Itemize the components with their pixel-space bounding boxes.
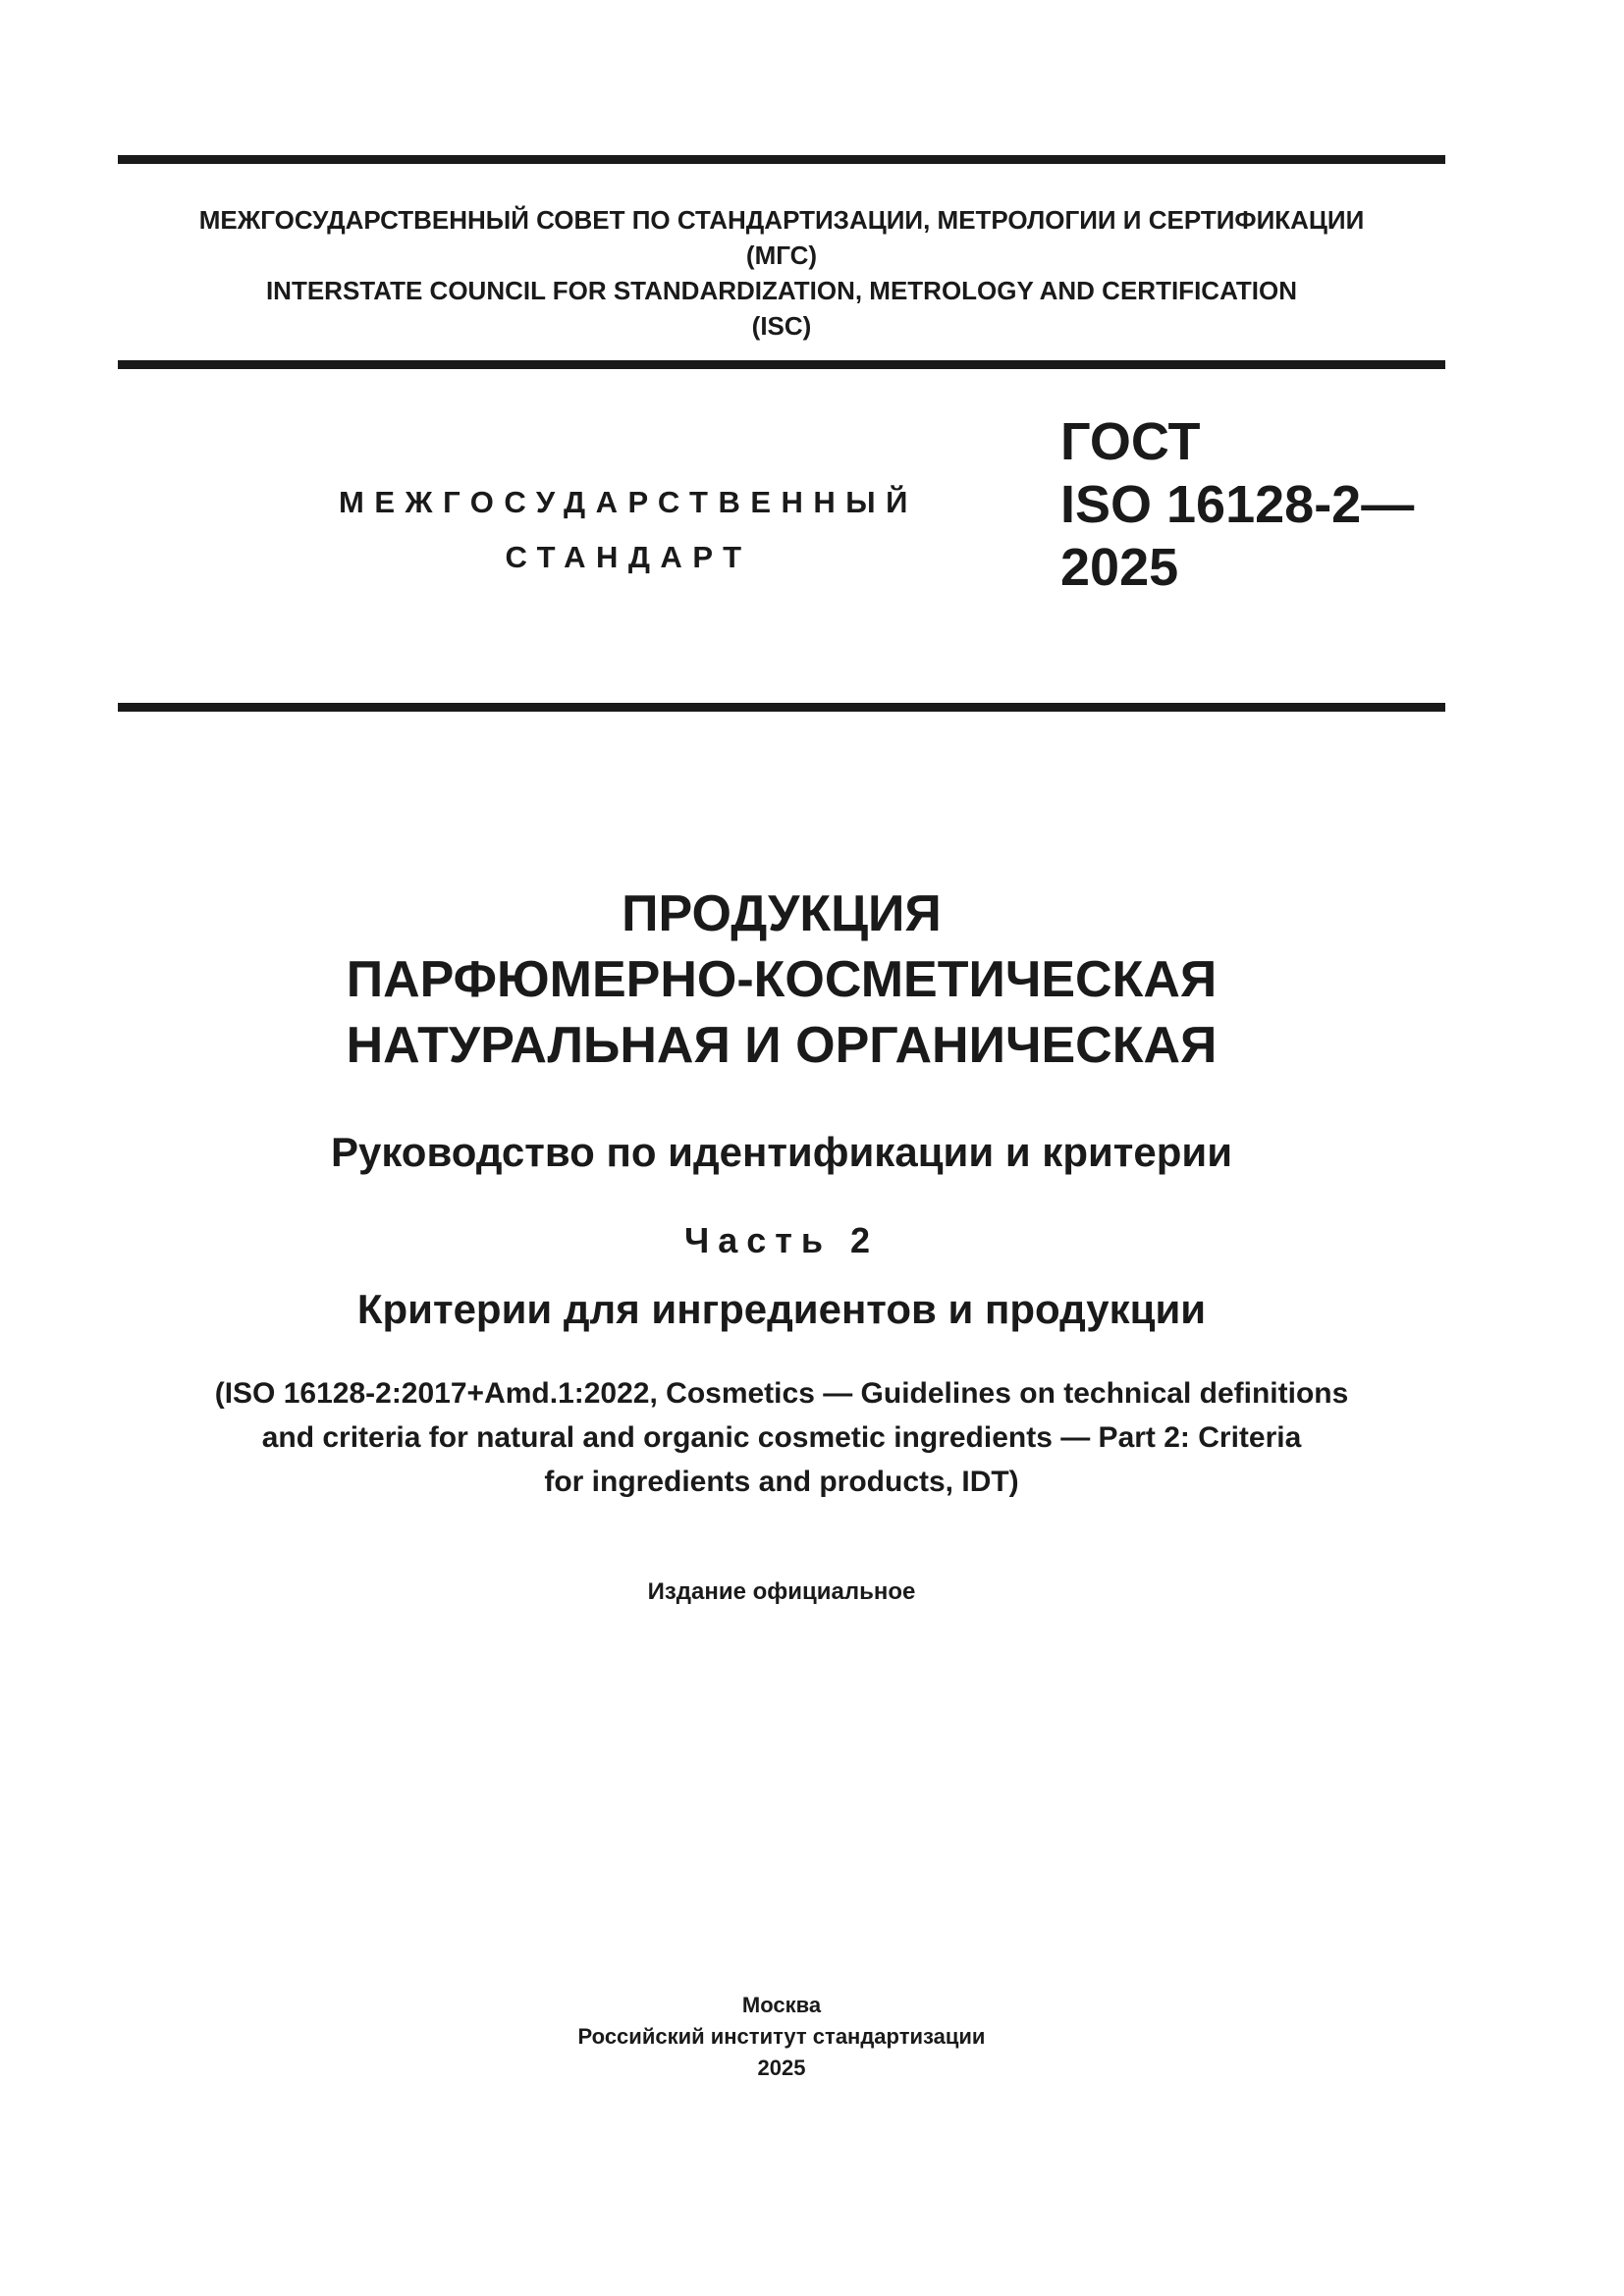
part-title: Критерии для ингредиентов и продукции (356, 1286, 1207, 1332)
edition-note: Издание официальное (647, 1578, 916, 1605)
title-line-2: ПАРФЮМЕРНО-КОСМЕТИЧЕСКАЯ (346, 951, 1218, 1008)
imprint-publisher: Российский институт стандартизации (577, 2024, 986, 2049)
iso-reference-line-2: and criteria for natural and organic cosmetic ingredients — Part 2: Criteria (261, 1421, 1302, 1454)
council-header (118, 202, 1445, 344)
designation-line-1: ГОСТ (1060, 412, 1201, 471)
council-name-en: INTERSTATE COUNCIL FOR STANDARDIZATION, METROLOGY AND CERTIFICATION (265, 276, 1298, 305)
designation-line-3: 2025 (1060, 538, 1179, 597)
iso-reference-line-1: (ISO 16128-2:2017+Amd.1:2022, Cosmetics — Guidelines on technical definitions (214, 1377, 1349, 1410)
standard-type-line-1: МЕЖГОСУДАРСТВЕННЫЙ (339, 485, 918, 519)
document-title (118, 881, 1445, 1079)
top-rule (118, 155, 1445, 164)
council-abbr-en: (ISC) (751, 311, 812, 341)
title-line-3: НАТУРАЛЬНАЯ И ОРГАНИЧЕСКАЯ (346, 1017, 1218, 1074)
designation-divider (118, 703, 1445, 712)
council-name-ru: МЕЖГОСУДАРСТВЕННЫЙ СОВЕТ ПО СТАНДАРТИЗАЦИИ, МЕТРОЛОГИИ И СЕРТИФИКАЦИИ (198, 205, 1365, 235)
standard-type-line-2: СТАНДАРТ (505, 540, 752, 574)
part-label: Часть 2 (683, 1220, 880, 1260)
council-abbr-ru: (МГС) (745, 240, 818, 270)
document-subtitle: Руководство по идентификации и критерии (330, 1129, 1233, 1175)
standard-type (295, 475, 962, 585)
iso-reference-line-3: for ingredients and products, IDT) (544, 1466, 1019, 1498)
council-divider (118, 360, 1445, 369)
imprint-year: 2025 (757, 2056, 806, 2080)
imprint (118, 1990, 1445, 2084)
iso-reference (118, 1371, 1445, 1504)
designation-line-2: ISO 16128-2— (1060, 475, 1415, 534)
imprint-city: Москва (741, 1993, 822, 2017)
standard-designation (1060, 410, 1414, 599)
title-line-1: ПРОДУКЦИЯ (622, 885, 942, 942)
